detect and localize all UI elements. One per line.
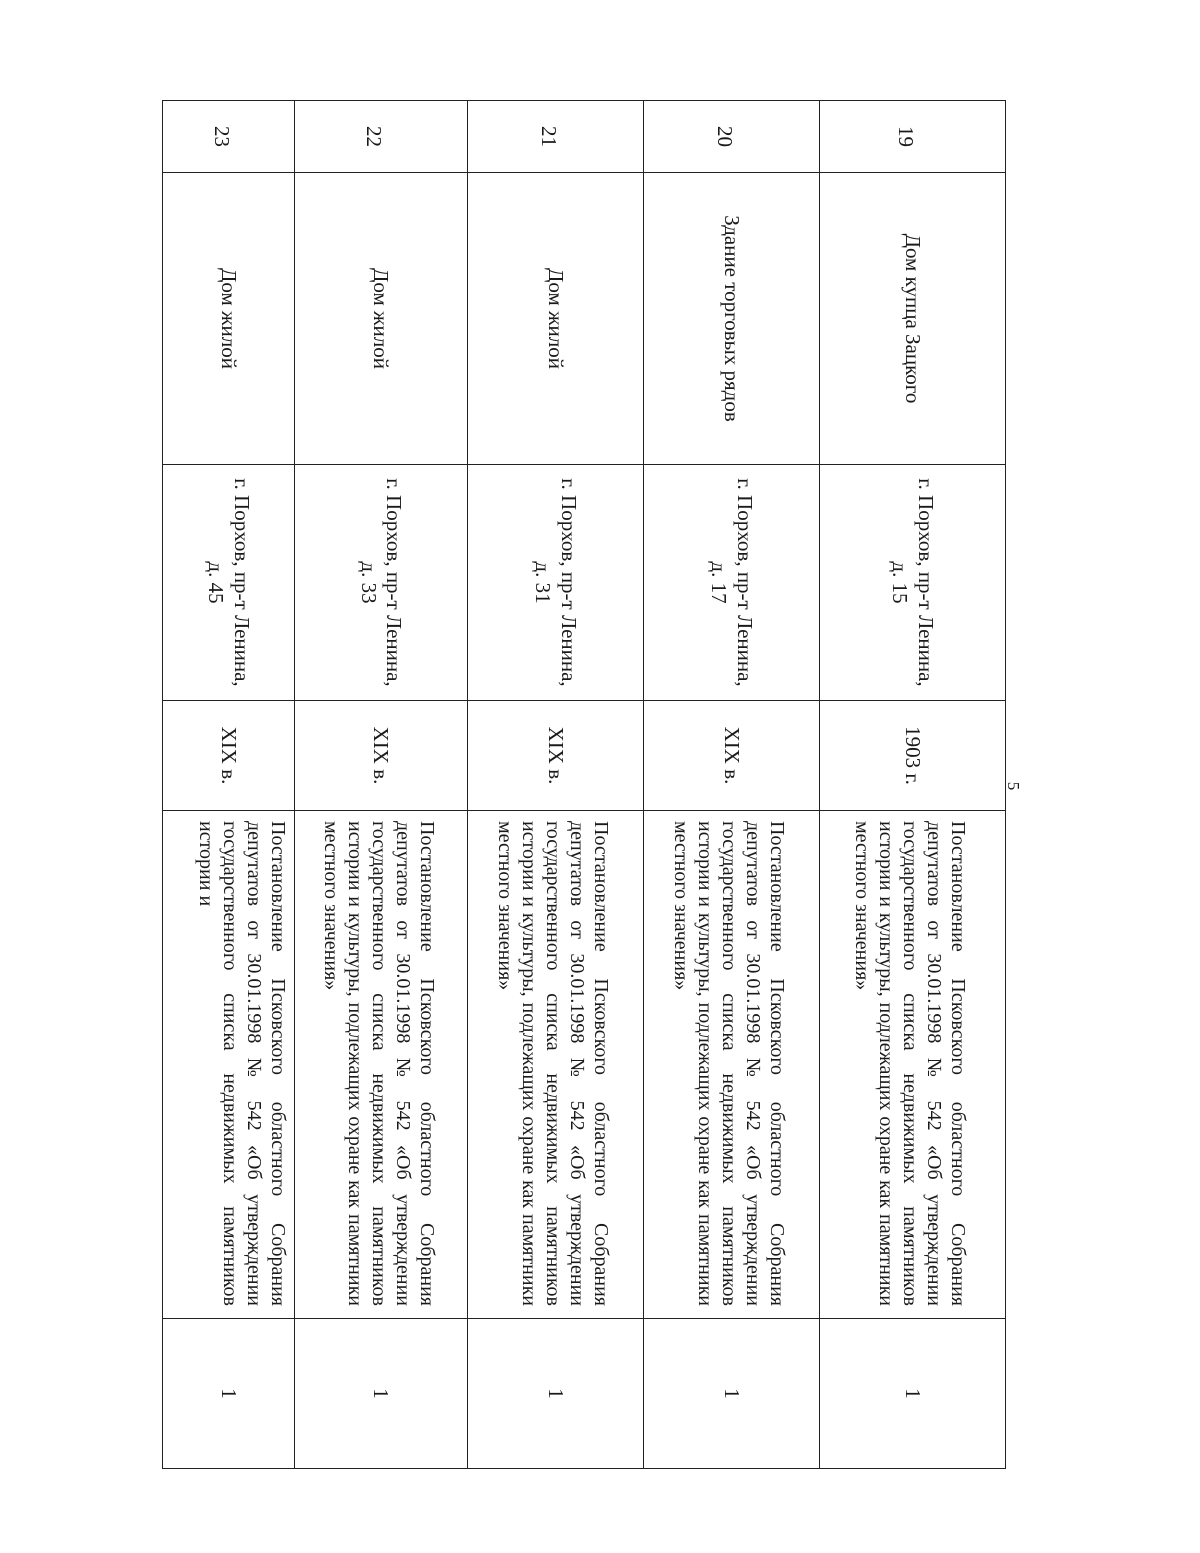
object-name: Дом купца Зацкого — [820, 173, 1006, 465]
protection-document: Постановление Псковского областного Собрания депутатов от 30.01.1998 № 542 «Об утверждении государственного списка недвижимых памятников истории и культуры, подлежащих охране как памятники местного значения» — [295, 811, 468, 1319]
object-address: г. Порхов, пр-т Ленина, д. 33 — [295, 465, 468, 701]
protection-document: Постановление Псковского областного Собрания депутатов от 30.01.1998 № 542 «Об утверждении государственного списка недвижимых памятников истории и культуры, подлежащих охране как памятники местного значения» — [468, 811, 644, 1319]
row-number: 20 — [644, 101, 820, 173]
object-date: XIX в. — [468, 701, 644, 811]
object-address: г. Порхов, пр-т Ленина, д. 45 — [163, 465, 295, 701]
table-row — [163, 101, 295, 1469]
object-address: г. Порхов, пр-т Ленина, д. 17 — [644, 465, 820, 701]
table-row — [644, 101, 820, 1469]
row-number: 23 — [163, 101, 295, 173]
object-category: 1 — [163, 1319, 295, 1469]
rotated-table-area — [163, 100, 1006, 1468]
object-name: Дом жилой — [468, 173, 644, 465]
object-date: 1903 г. — [820, 701, 1006, 811]
object-category: 1 — [295, 1319, 468, 1469]
table-rotation-frame — [163, 100, 1006, 1468]
row-number: 22 — [295, 101, 468, 173]
object-date: XIX в. — [644, 701, 820, 811]
protection-document: Постановление Псковского областного Собрания депутатов от 30.01.1998 № 542 «Об утверждении государственного списка недвижимых памятников истории и культуры, подлежащих охране как памятники местного значения» — [644, 811, 820, 1319]
object-address: г. Порхов, пр-т Ленина, д. 15 — [820, 465, 1006, 701]
object-category: 1 — [644, 1319, 820, 1469]
object-name: Здание торговых рядов — [644, 173, 820, 465]
object-date: XIX в. — [163, 701, 295, 811]
page-number: 5 — [1004, 781, 1023, 791]
table-row — [295, 101, 468, 1469]
object-category: 1 — [468, 1319, 644, 1469]
row-number: 19 — [820, 101, 1006, 173]
table-row — [468, 101, 644, 1469]
object-name: Дом жилой — [295, 173, 468, 465]
object-category: 1 — [820, 1319, 1006, 1469]
object-date: XIX в. — [295, 701, 468, 811]
table-row — [820, 101, 1006, 1469]
protection-document: Постановление Псковского областного Собрания депутатов от 30.01.1998 № 542 «Об утверждении государственного списка недвижимых памятников истории и культуры, подлежащих охране как памятники местного значения» — [820, 811, 1006, 1319]
heritage-objects-table — [162, 100, 1006, 1469]
protection-document: Постановление Псковского областного Собрания депутатов от 30.01.1998 № 542 «Об утверждении государственного списка недвижимых памятников истории и — [163, 811, 295, 1319]
row-number: 21 — [468, 101, 644, 173]
object-address: г. Порхов, пр-т Ленина, д. 31 — [468, 465, 644, 701]
object-name: Дом жилой — [163, 173, 295, 465]
